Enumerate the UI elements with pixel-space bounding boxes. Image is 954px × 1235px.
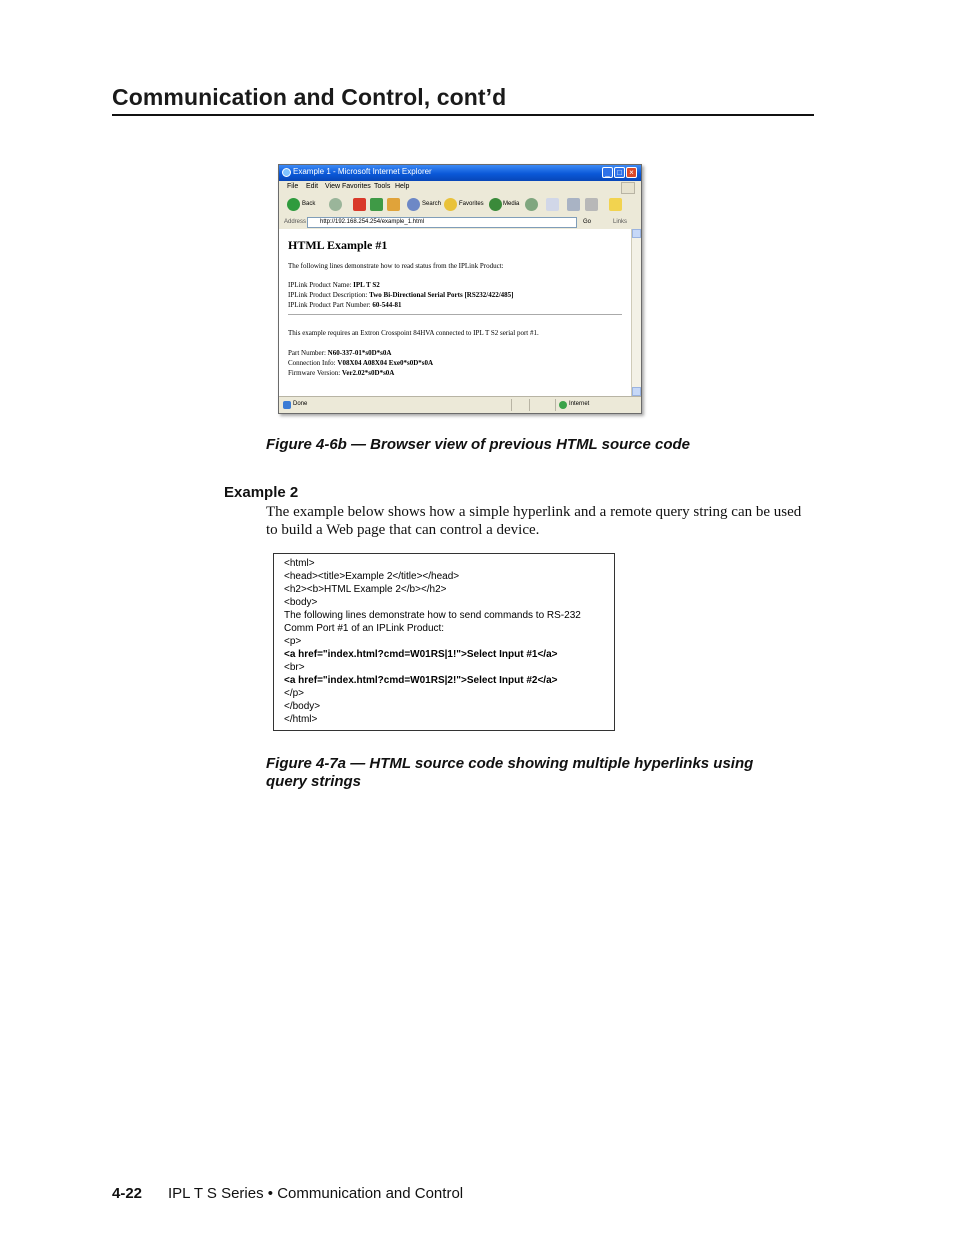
page-done-icon bbox=[283, 401, 291, 409]
menu-edit[interactable]: Edit bbox=[306, 183, 319, 190]
menu-view[interactable]: View bbox=[325, 183, 341, 190]
refresh-icon[interactable] bbox=[370, 198, 383, 211]
example-heading: Example 2 bbox=[224, 484, 299, 501]
windows-logo-icon bbox=[621, 182, 635, 194]
bv-conn-label: Connection Info: bbox=[288, 359, 338, 367]
back-label[interactable]: Back bbox=[302, 201, 316, 207]
status-left: Done bbox=[293, 401, 308, 407]
print-icon[interactable] bbox=[567, 198, 580, 211]
bv-part-number bbox=[288, 301, 402, 309]
bv-product-desc-label: IPLink Product Description: bbox=[288, 291, 370, 299]
figure-caption-4-7a-cont: query strings bbox=[266, 773, 362, 790]
code-line: <html> bbox=[284, 558, 315, 569]
bv-product-desc bbox=[288, 291, 513, 299]
address-bar bbox=[279, 216, 641, 230]
figure-caption-4-6b: Figure 4-6b — Browser view of previous HTML source code bbox=[266, 436, 690, 453]
bv-product-name bbox=[288, 281, 380, 289]
code-line: <h2><b>HTML Example 2</b></h2> bbox=[284, 584, 447, 595]
media-icon[interactable] bbox=[489, 198, 502, 211]
home-icon[interactable] bbox=[387, 198, 400, 211]
search-icon[interactable] bbox=[407, 198, 420, 211]
links-button[interactable]: Links bbox=[613, 219, 628, 225]
bv-intro: The following lines demonstrate how to read status from the IPLink Product: bbox=[288, 262, 504, 270]
menu-help[interactable]: Help bbox=[395, 183, 410, 190]
window-title: Example 1 - Microsoft Internet Explorer bbox=[293, 167, 432, 176]
page-title: Communication and Control, cont’d bbox=[112, 84, 507, 110]
menu-favorites[interactable]: Favorites bbox=[342, 183, 371, 190]
browser-screenshot bbox=[278, 164, 642, 414]
address-value: http://192.168.254.254/example_1.html bbox=[320, 219, 425, 225]
title-rule bbox=[112, 114, 814, 116]
bv-conn bbox=[288, 359, 433, 367]
messenger-icon[interactable] bbox=[609, 198, 622, 211]
mail-icon[interactable] bbox=[546, 198, 559, 211]
status-right: Internet bbox=[569, 401, 590, 407]
scroll-down-icon[interactable] bbox=[632, 387, 641, 396]
maximize-icon[interactable]: □ bbox=[614, 167, 625, 178]
search-label[interactable]: Search bbox=[422, 201, 442, 207]
bv-part bbox=[288, 349, 391, 357]
go-button[interactable]: Go bbox=[583, 219, 592, 225]
menu-file[interactable]: File bbox=[287, 183, 299, 190]
ie-logo-icon bbox=[282, 168, 291, 177]
page-number: 4-22 bbox=[112, 1185, 143, 1202]
status-divider bbox=[511, 399, 512, 411]
browser-toolbar bbox=[279, 194, 641, 217]
footer-text: IPL T S Series • Communication and Control bbox=[168, 1185, 464, 1202]
address-input[interactable] bbox=[307, 217, 577, 228]
code-listing bbox=[273, 553, 615, 731]
code-line: <br> bbox=[284, 662, 305, 673]
bv-fw bbox=[288, 369, 394, 377]
bv-product-desc-value: Two Bi-Directional Serial Ports [RS232/422/485] bbox=[369, 291, 514, 299]
bv-product-name-value: IPL T S2 bbox=[353, 281, 380, 289]
favorites-icon[interactable] bbox=[444, 198, 457, 211]
status-bar bbox=[279, 396, 641, 414]
bv-heading: HTML Example #1 bbox=[288, 238, 388, 252]
minimize-icon[interactable]: _ bbox=[602, 167, 613, 178]
bv-fw-value: Ver2.02*s0D*s0A bbox=[341, 369, 395, 377]
code-line: <head><title>Example 2</title></head> bbox=[284, 571, 460, 582]
menu-tools[interactable]: Tools bbox=[374, 183, 391, 190]
bv-part-label: Part Number: bbox=[288, 349, 328, 357]
code-line: </p> bbox=[284, 688, 305, 699]
media-label[interactable]: Media bbox=[503, 201, 520, 207]
code-line: </html> bbox=[284, 714, 318, 725]
forward-icon[interactable] bbox=[329, 198, 342, 211]
code-line: </body> bbox=[284, 701, 321, 712]
address-label: Address bbox=[284, 219, 307, 225]
edit-icon[interactable] bbox=[585, 198, 598, 211]
bv-fw-label: Firmware Version: bbox=[288, 369, 342, 377]
bv-requirement: This example requires an Extron Crosspoint 84HVA connected to IPL T S2 serial port #1. bbox=[288, 329, 539, 337]
browser-viewport bbox=[279, 229, 631, 396]
status-divider bbox=[529, 399, 530, 411]
code-line: The following lines demonstrate how to send commands to RS-232 bbox=[284, 610, 581, 621]
bv-conn-value: V08X04 A08X04 Exe0*s0D*s0A bbox=[337, 359, 434, 367]
bv-part-number-label: IPLink Product Part Number: bbox=[288, 301, 373, 309]
code-line: Comm Port #1 of an IPLink Product: bbox=[284, 623, 445, 634]
menu-bar bbox=[279, 181, 641, 195]
history-icon[interactable] bbox=[525, 198, 538, 211]
bv-product-name-label: IPLink Product Name: bbox=[288, 281, 354, 289]
code-line: <p> bbox=[284, 636, 302, 647]
status-divider bbox=[555, 399, 556, 411]
body-paragraph: The example below shows how a simple hyperlink and a remote query string can be used to build a Web page that can control a device. bbox=[266, 504, 802, 538]
scroll-up-icon[interactable] bbox=[632, 229, 641, 238]
vertical-scrollbar[interactable] bbox=[631, 229, 641, 396]
bv-rule bbox=[288, 314, 622, 315]
window-titlebar bbox=[279, 165, 641, 181]
code-line-link: <a href="index.html?cmd=W01RS|1!">Select Input #1</a> bbox=[284, 649, 558, 660]
close-icon[interactable]: × bbox=[626, 167, 637, 178]
code-line: <body> bbox=[284, 597, 318, 608]
internet-zone-icon bbox=[559, 401, 567, 409]
bv-part-value: N60-337-01*s0D*s0A bbox=[327, 349, 392, 357]
code-line-link: <a href="index.html?cmd=W01RS|2!">Select Input #2</a> bbox=[284, 675, 558, 686]
bv-part-number-value: 60-544-81 bbox=[372, 301, 402, 309]
figure-caption-4-7a: Figure 4-7a — HTML source code showing multiple hyperlinks using bbox=[266, 755, 754, 772]
stop-icon[interactable] bbox=[353, 198, 366, 211]
favorites-label[interactable]: Favorites bbox=[459, 201, 484, 207]
back-icon[interactable] bbox=[287, 198, 300, 211]
